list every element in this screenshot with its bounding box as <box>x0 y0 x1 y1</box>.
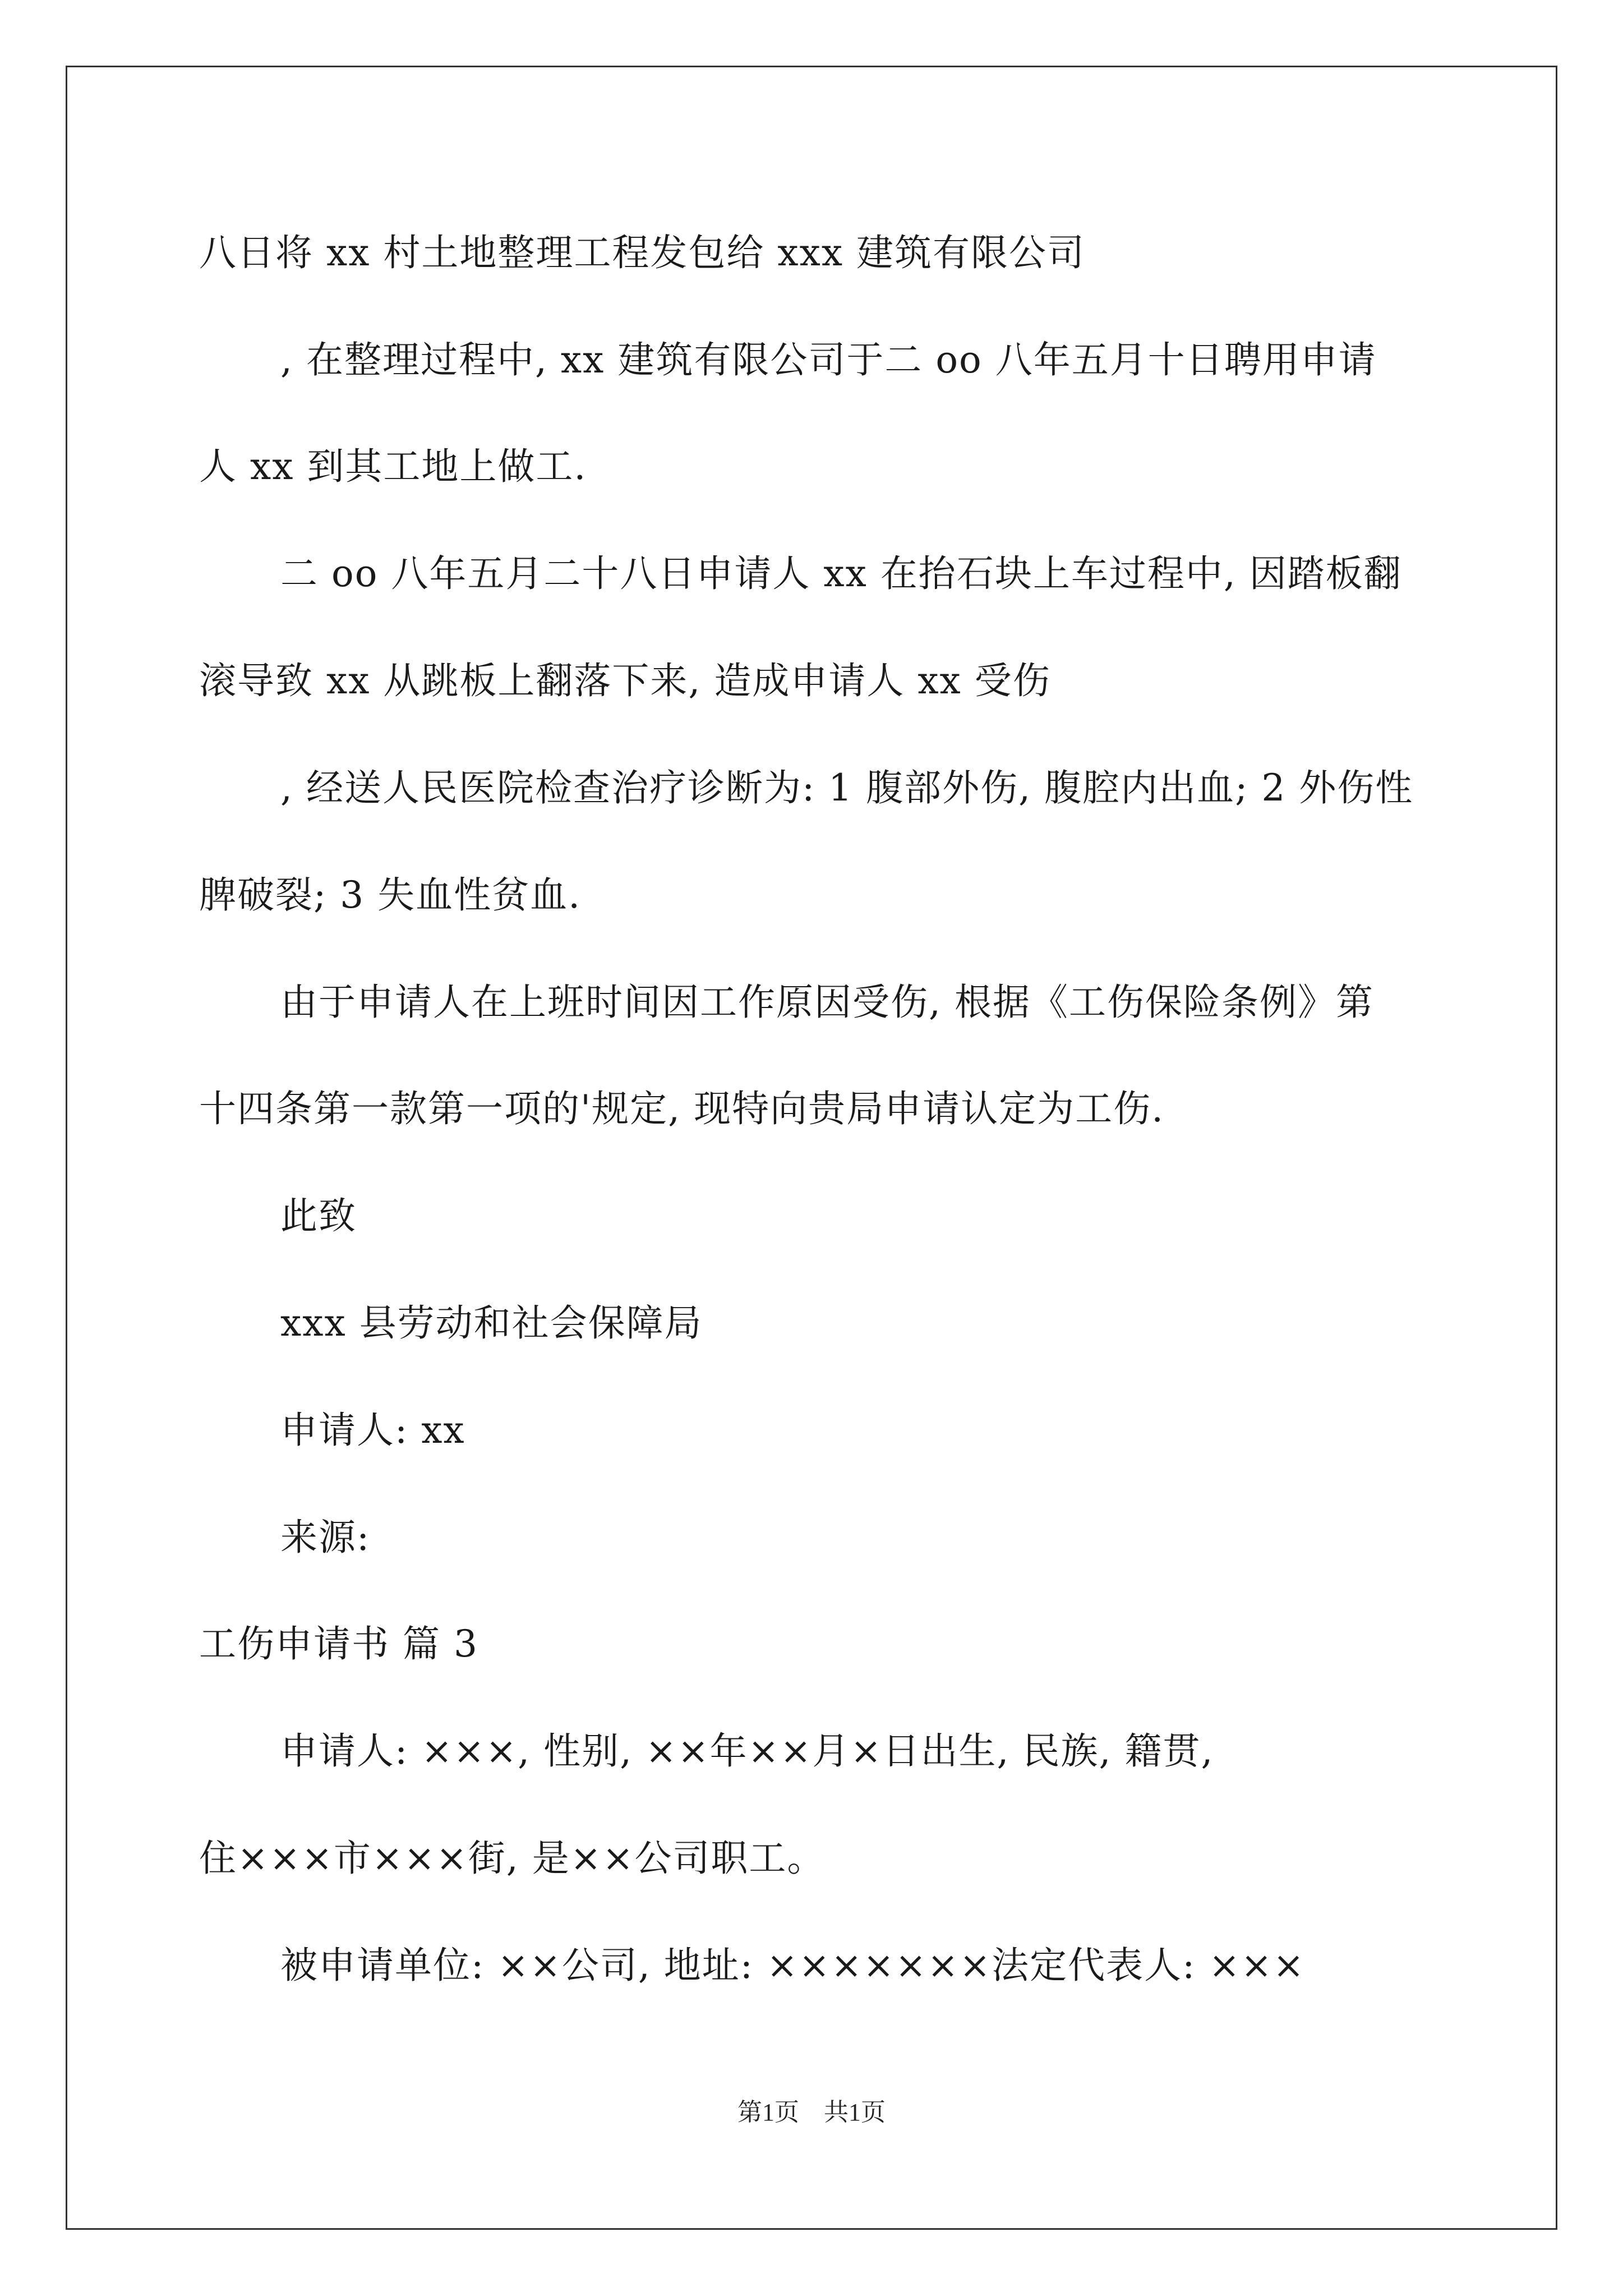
text-line: 此致 <box>280 1194 357 1237</box>
text-line: 脾破裂; 3 失血性贫血. <box>199 873 582 917</box>
text-line: 申请人: ×××, 性别, ××年××月×日出生, 民族, 籍贯, <box>280 1729 1214 1773</box>
text-line: 十四条第一款第一项的'规定, 现特向贵局申请认定为工伤. <box>199 1087 1165 1130</box>
page-border <box>66 66 1557 2230</box>
text-line: 二 oo 八年五月二十八日申请人 xx 在抬石块上车过程中, 因踏板翻 <box>280 552 1402 595</box>
text-line: 来源: <box>280 1516 371 1559</box>
text-line: 八日将 xx 村土地整理工程发包给 xxx 建筑有限公司 <box>199 231 1086 274</box>
section-heading: 工伤申请书 篇 3 <box>199 1622 478 1665</box>
page-number-footer: 第1页 共1页 <box>737 2099 886 2126</box>
text-line: , 经送人民医院检查治疗诊断为: 1 腹部外伤, 腹腔内出血; 2 外伤性 <box>280 766 1414 809</box>
text-line: xxx 县劳动和社会保障局 <box>280 1301 703 1345</box>
text-line: 人 xx 到其工地上做工. <box>199 445 587 488</box>
text-line: 滚导致 xx 从跳板上翻落下来, 造成申请人 xx 受伤 <box>199 659 1051 702</box>
text-line: 被申请单位: ××公司, 地址: ×××××××法定代表人: ××× <box>280 1944 1306 1987</box>
text-line: 由于申请人在上班时间因工作原因受伤, 根据《工伤保险条例》第 <box>280 981 1374 1024</box>
text-line: , 在整理过程中, xx 建筑有限公司于二 oo 八年五月十日聘用申请 <box>280 338 1377 381</box>
text-line: 申请人: xx <box>280 1409 465 1452</box>
text-line: 住×××市×××街, 是××公司职工。 <box>199 1837 826 1880</box>
